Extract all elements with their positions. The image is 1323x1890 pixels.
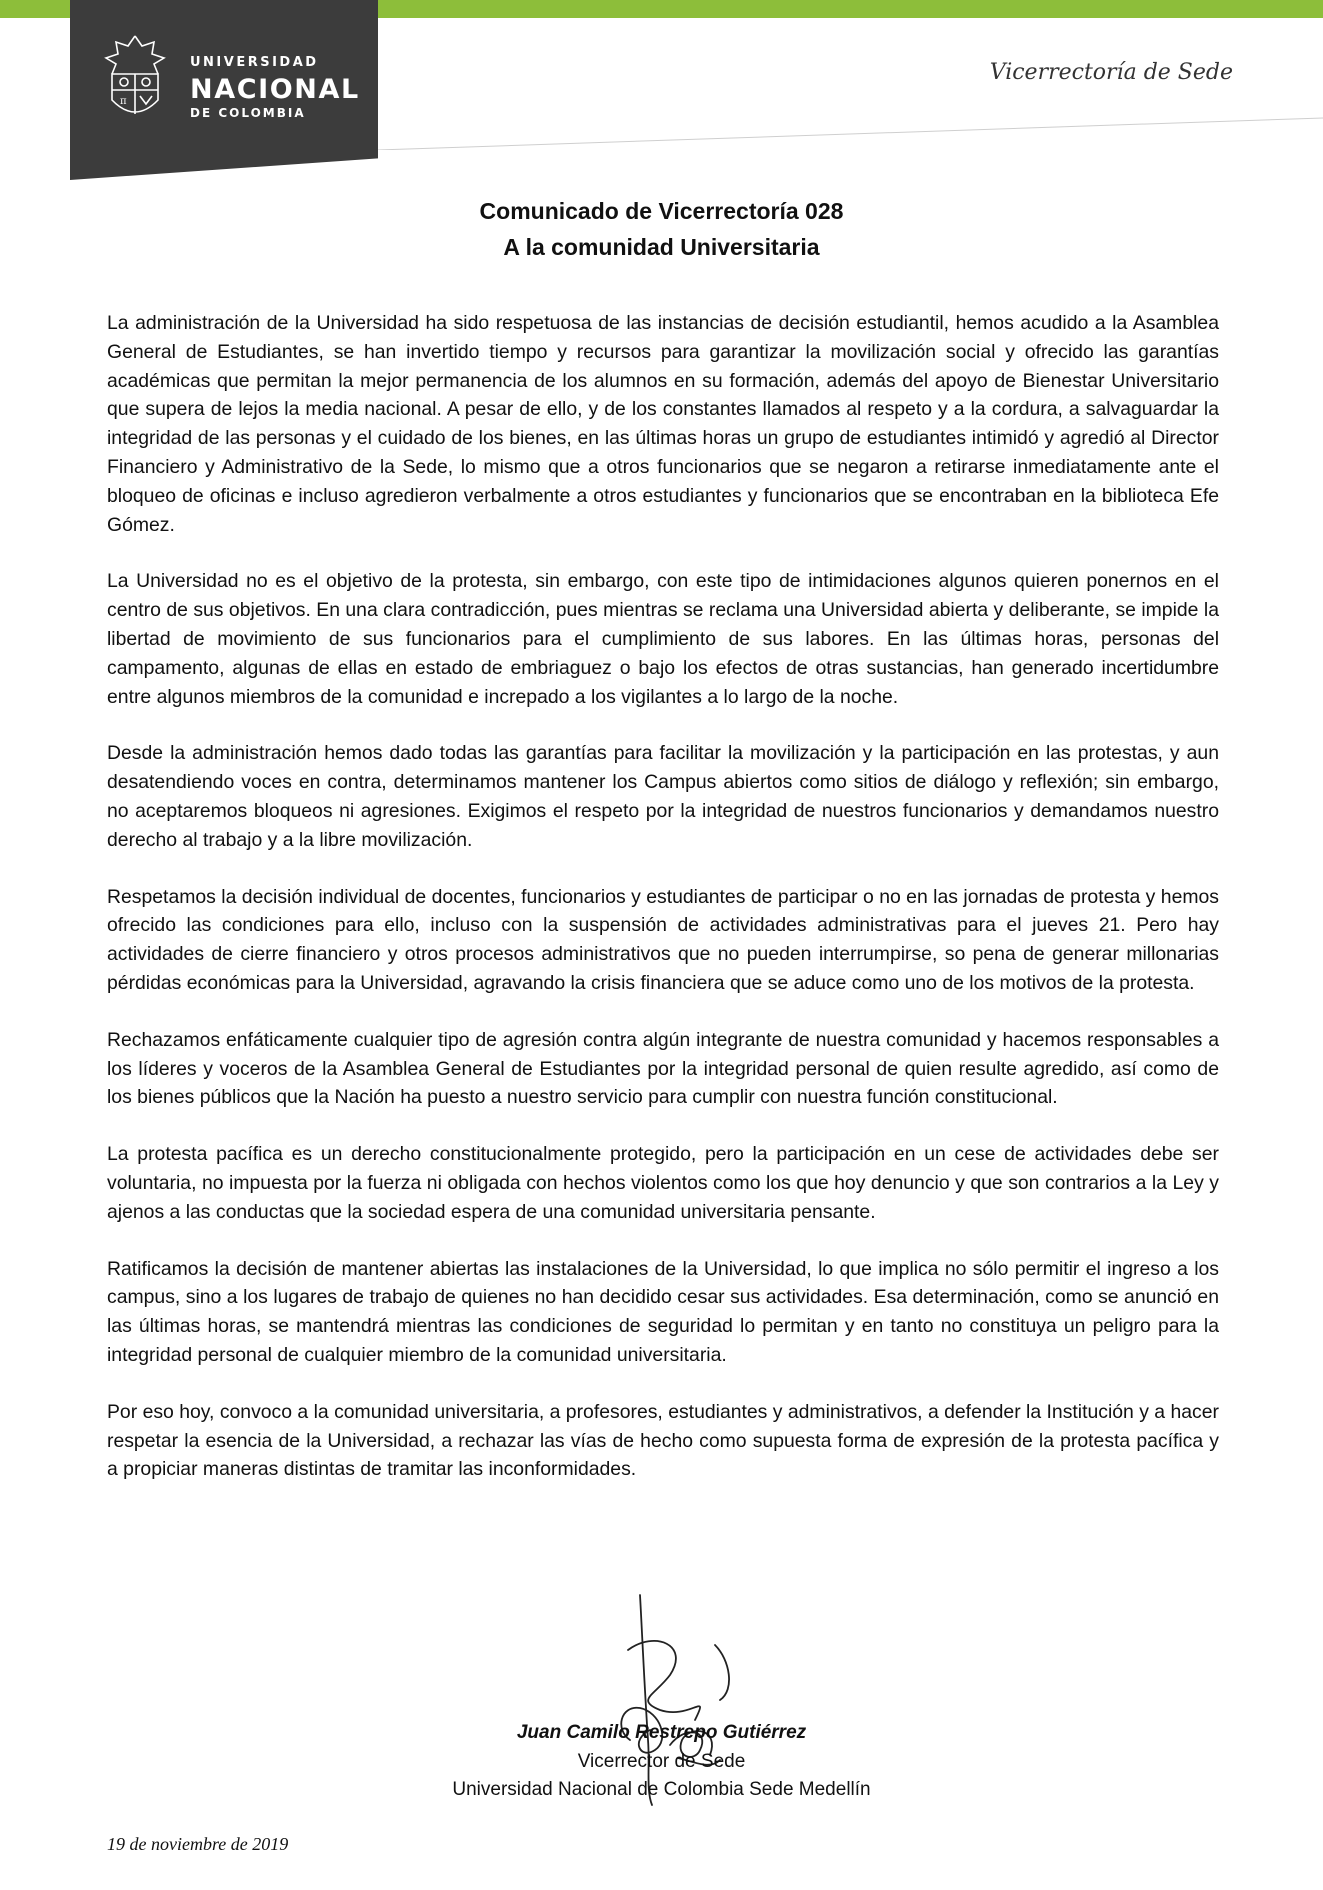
logo-line-nacional: NACIONAL [190, 74, 360, 105]
document-subtitle: A la comunidad Universitaria [503, 234, 820, 260]
signatory-institution: Universidad Nacional de Colombia Sede Medellín [452, 1779, 871, 1800]
body-paragraph: Rechazamos enfáticamente cualquier tipo de agresión contra algún integrante de nuestra comunidad y hacemos responsables a los líderes y voceros de la Asamblea General de Estudiantes por la integridad personal de quien resulte agredido, así como de los bienes públicos que la Nación ha puesto a nuestro servicio para cumplir con nuestra función constitucional. [107, 1028, 1219, 1109]
logo-line-universidad: UNIVERSIDAD [190, 55, 319, 70]
office-name: Vicerrectoría de Sede [989, 60, 1233, 85]
document-body [107, 309, 1219, 1512]
svg-text:π: π [120, 96, 127, 107]
logo-line-de-colombia: DE COLOMBIA [190, 106, 306, 120]
signatory-role: Vicerrector de Sede [577, 1751, 746, 1772]
university-shield-icon [96, 30, 174, 126]
body-paragraph: Por eso hoy, convoco a la comunidad universitaria, a profesores, estudiantes y administrativos, a defender la Institución y a hacer respetar la esencia de la Universidad, a rechazar las vías de hecho como supuesta forma de expresión de la protesta pacífica y a propiciar maneras distintas de tramitar las inconformidades. [107, 1400, 1219, 1481]
body-paragraph: La administración de la Universidad ha sido respetuosa de las instancias de decisión estudiantil, hemos acudido a la Asamblea General de Estudiantes, se han invertido tiempo y recursos para garantizar la movilización social y ofrecido las garantías académicas que permitan la mejor permanencia de los alumnos en su formación, además del apoyo de Bienestar Universitario que supera de lejos la media nacional. A pesar de ello, y de los constantes llamados al respeto y a la cordura, a salvaguardar la integridad de las personas y el cuidado de los bienes, en las últimas horas un grupo de estudiantes intimidó y agredió al Director Financiero y Administrativo de la Sede, lo mismo que a otros funcionarios que se negaron a retirarse inmediatamente ante el bloqueo de oficinas e incluso agredieron verbalmente a otros estudiantes y funcionarios que se encontraban en la biblioteca Efe Gómez. [107, 312, 1219, 536]
body-paragraph: Respetamos la decisión individual de docentes, funcionarios y estudiantes de participar o no en las jornadas de protesta y hemos ofrecido las condiciones para ello, incluso con la suspensión de actividades administrativas para el jueves 21. Pero hay actividades de cierre financiero y otros procesos administrativos que no pueden interrumpirse, so pena de generar millonarias pérdidas económicas para la Universidad, agravando la crisis financiera que se aduce como uno de los motivos de la protesta. [107, 885, 1219, 994]
body-paragraph: Desde la administración hemos dado todas las garantías para facilitar la movilización y la participación en las protestas, y aun desatendiendo voces en contra, determinamos mantener los Campus abiertos como sitios de diálogo y reflexión; sin embargo, no aceptaremos bloqueos ni agresiones. Exigimos el respeto por la integridad de nuestros funcionarios y demandamos nuestro derecho al trabajo y a la libre movilización. [107, 742, 1219, 851]
handwritten-signature [600, 1590, 830, 1810]
body-paragraph: La Universidad no es el objetivo de la protesta, sin embargo, con este tipo de intimidaciones algunos quieren ponernos en el centro de sus objetivos. En una clara contradicción, pues mientras se reclama una Universidad abierta y deliberante, se impide la libertad de movimiento de sus funcionarios para el cumplimiento de sus labores. En las últimas horas, personas del campamento, algunas de ellas en estado de embriaguez o bajo los efectos de otras sustancias, han generado incertidumbre entre algunos miembros de la comunidad e increpado a los vigilantes a lo largo de la noche. [107, 570, 1219, 708]
body-paragraph: La protesta pacífica es un derecho constitucionalmente protegido, pero la participación en un cese de actividades debe ser voluntaria, no impuesta por la fuerza ni obligada con hechos violentos como los que hoy denuncio y que son contrarios a la Ley y ajenos a las conductas que la sociedad espera de una comunidad universitaria pensante. [107, 1143, 1219, 1223]
document-title: Comunicado de Vicerrectoría 028 [479, 198, 844, 224]
signatory-name: Juan Camilo Restrepo Gutiérrez [516, 1722, 807, 1743]
document-date: 19 de noviembre de 2019 [107, 1834, 289, 1854]
body-paragraph: Ratificamos la decisión de mantener abiertas las instalaciones de la Universidad, lo que implica no sólo permitir el ingreso a los campus, sino a los lugares de trabajo de quienes no han decidido cesar sus actividades. Esa determinación, como se anunció en las últimas horas, se mantendrá mientras las condiciones de seguridad lo permitan y en tanto no constituya un peligro para la integridad personal de cualquier miembro de la comunidad universitaria. [107, 1257, 1219, 1366]
